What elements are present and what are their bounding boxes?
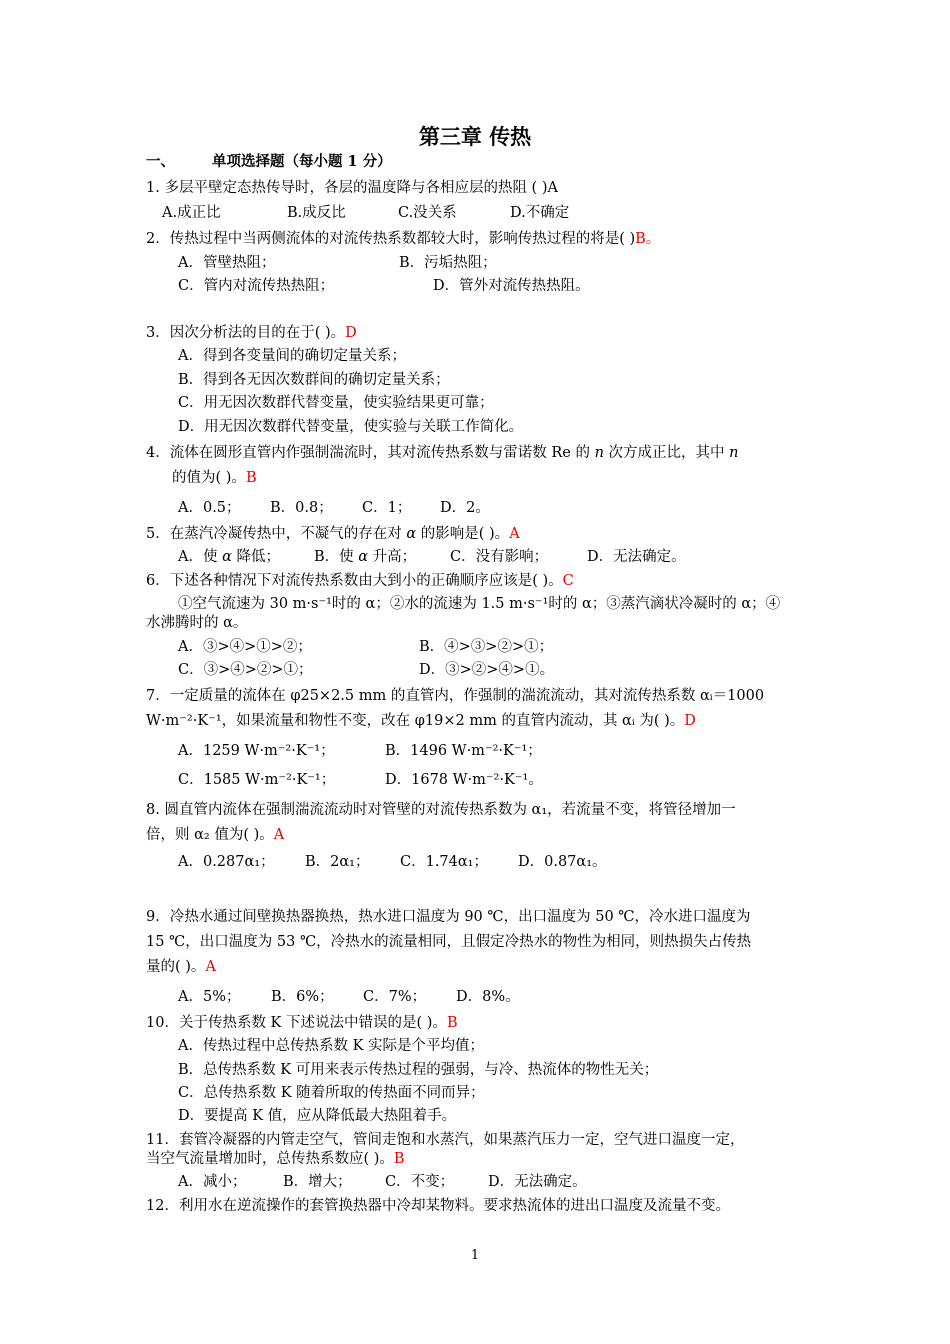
q3-stem: 3．因次分析法的目的在于( )。 — [146, 325, 346, 341]
q2-option-b: B．污垢热阻； — [399, 255, 497, 271]
q8-option-a: A．0.287α₁； — [178, 854, 275, 870]
question-6-line-3: 水沸腾时的 α。 — [146, 615, 248, 631]
q11-option-c: C．不变； — [385, 1174, 455, 1190]
question-7-line-2: W·m⁻²·K⁻¹，如果流量和物性不变，改在 φ19×2 mm 的直管内流动，其 αᵢ 为( )。D — [146, 713, 696, 729]
question-7-line-1: 7．一定质量的流体在 φ25×2.5 mm 的直管内，作强制的湍流流动，其对流传热系数 αᵢ＝1000 — [146, 688, 765, 704]
q6-option-b: B．④>③>②>①； — [419, 639, 554, 655]
q4-answer: B — [245, 470, 257, 486]
q9-answer: A — [205, 959, 216, 975]
q6-option-c: C．③>④>②>①； — [178, 662, 313, 678]
question-3 — [146, 323, 357, 343]
page-number: 1 — [470, 1248, 480, 1263]
q7-option-b: B．1496 W·m⁻²·K⁻¹； — [385, 743, 542, 759]
q1-option-a: A.成正比 — [162, 205, 221, 221]
q2-answer: B。 — [635, 231, 661, 247]
q4-option-d: D．2。 — [440, 500, 490, 516]
q7-option-c: C．1585 W·m⁻²·K⁻¹； — [178, 772, 336, 788]
question-11-line-1: 11．套管冷凝器的内管走空气，管间走饱和水蒸汽，如果蒸汽压力一定，空气进口温度一定， — [146, 1132, 745, 1148]
question-8-line-2: 倍，则 α₂ 值为( )。A — [146, 827, 285, 843]
q8-answer: A — [273, 827, 285, 843]
q8-option-c: C．1.74α₁； — [400, 854, 488, 870]
q8-option-b: B．2α₁； — [305, 854, 370, 870]
q10-option-b: B．总传热系数 K 可用来表示传热过程的强弱，与冷、热流体的物性无关； — [178, 1062, 659, 1078]
q8-option-d: D．0.87α₁。 — [518, 854, 607, 870]
q5-option-c: C．没有影响； — [450, 549, 549, 565]
question-8-line-1: 8. 圆直管内流体在强制湍流流动时对管壁的对流传热系数为 α₁，若流量不变，将管径增加一 — [146, 802, 736, 818]
question-9-line-2: 15 ℃，出口温度为 53 ℃，冷热水的流量相同，且假定冷热水的物性为相同，则热损失占传热 — [146, 934, 752, 950]
q3-answer: D — [345, 325, 357, 341]
question-4-line-2: 的值为( )。B — [172, 470, 257, 486]
q5-option-b: B．使 α 升高； — [314, 549, 417, 565]
question-11-line-2: 当空气流量增加时，总传热系数应( )。B — [146, 1151, 405, 1167]
question-12-line-1: 12．利用水在逆流操作的套管换热器中冷却某物料。要求热流体的进出口温度及流量不变。 — [146, 1198, 730, 1214]
q3-option-c: C．用无因次数群代替变量，使实验结果更可靠； — [178, 395, 494, 411]
q10-answer: B — [446, 1015, 458, 1031]
q6-answer: C — [562, 573, 574, 589]
q11-option-d: D．无法确定。 — [488, 1174, 587, 1190]
q11-option-a: A．减小； — [178, 1174, 247, 1190]
q5-option-a: A．使 α 降低； — [178, 549, 280, 565]
q10-option-d: D．要提高 K 值，应从降低最大热阻着手。 — [178, 1108, 457, 1124]
question-9-line-3: 量的( )。A — [146, 959, 216, 975]
q9-option-b: B．6%； — [271, 989, 334, 1005]
q2-option-c: C．管内对流传热热阻； — [178, 278, 335, 294]
q4-option-a: A．0.5； — [178, 500, 241, 516]
question-5: 5．在蒸汽冷凝传热中，不凝气的存在对 α 的影响是( )。A — [146, 526, 520, 542]
q7-option-d: D．1678 W·m⁻²·K⁻¹。 — [385, 772, 543, 788]
q11-answer: B — [393, 1151, 405, 1167]
q3-option-a: A．得到各变量间的确切定量关系； — [178, 348, 406, 364]
section-number: 一、 — [146, 153, 175, 170]
q10-option-a: A．传热过程中总传热系数 K 实际是个平均值； — [178, 1038, 485, 1054]
q4-option-c: C．1； — [362, 500, 412, 516]
q3-option-b: B．得到各无因次数群间的确切定量关系； — [178, 372, 450, 388]
q5-option-d: D．无法确定。 — [587, 549, 686, 565]
q2-option-d: D．管外对流传热热阻。 — [433, 278, 590, 294]
chapter-title: 第三章 传热 — [418, 125, 532, 149]
q9-option-a: A．5%； — [178, 989, 241, 1005]
q7-answer: D — [684, 713, 696, 729]
question-2 — [146, 229, 660, 249]
q9-option-d: D．8%。 — [456, 989, 520, 1005]
q10-option-c: C．总传热系数 K 随着所取的传热面不同而异； — [178, 1085, 485, 1101]
q3-option-d: D．用无因次数群代替变量，使实验与关联工作简化。 — [178, 419, 524, 435]
q1-option-c: C.没关系 — [398, 205, 457, 221]
question-10: 10．关于传热系数 K 下述说法中错误的是( )。B — [146, 1015, 458, 1031]
q1-option-d: D.不确定 — [510, 205, 570, 221]
q7-option-a: A．1259 W·m⁻²·K⁻¹； — [178, 743, 335, 759]
question-6-line-2: ①空气流速为 30 m·s⁻¹时的 α；②水的流速为 1.5 m·s⁻¹时的 α；③蒸汽滴状冷凝时的 α；④ — [178, 596, 781, 612]
question-4-line-1: 4．流体在圆形直管内作强制湍流时，其对流传热系数与雷诺数 Re 的 n 次方成正比，其中 n — [146, 445, 739, 461]
q4-option-b: B．0.8； — [270, 500, 333, 516]
q9-option-c: C．7%； — [363, 989, 427, 1005]
question-6: 6．下述各种情况下对流传热系数由大到小的正确顺序应该是( )。C — [146, 573, 574, 589]
q2-stem: 2．传热过程中当两侧流体的对流传热系数都较大时，影响传热过程的将是( ) — [146, 231, 636, 247]
q2-option-a: A．管壁热阻； — [178, 255, 276, 271]
section-heading: 单项选择题（每小题 1 分） — [212, 153, 392, 170]
q11-option-b: B．增大； — [283, 1174, 352, 1190]
q1-option-b: B.成反比 — [287, 205, 346, 221]
q6-option-a: A．③>④>①>②； — [178, 639, 312, 655]
q5-answer: A — [509, 526, 520, 542]
question-1: 1. 多层平壁定态热传导时，各层的温度降与各相应层的热阻 ( )A — [146, 180, 558, 196]
q6-option-d: D．③>②>④>①。 — [419, 662, 555, 678]
question-9-line-1: 9．冷热水通过间壁换热器换热，热水进口温度为 90 ℃，出口温度为 50 ℃，冷水进口温度为 — [146, 909, 751, 925]
